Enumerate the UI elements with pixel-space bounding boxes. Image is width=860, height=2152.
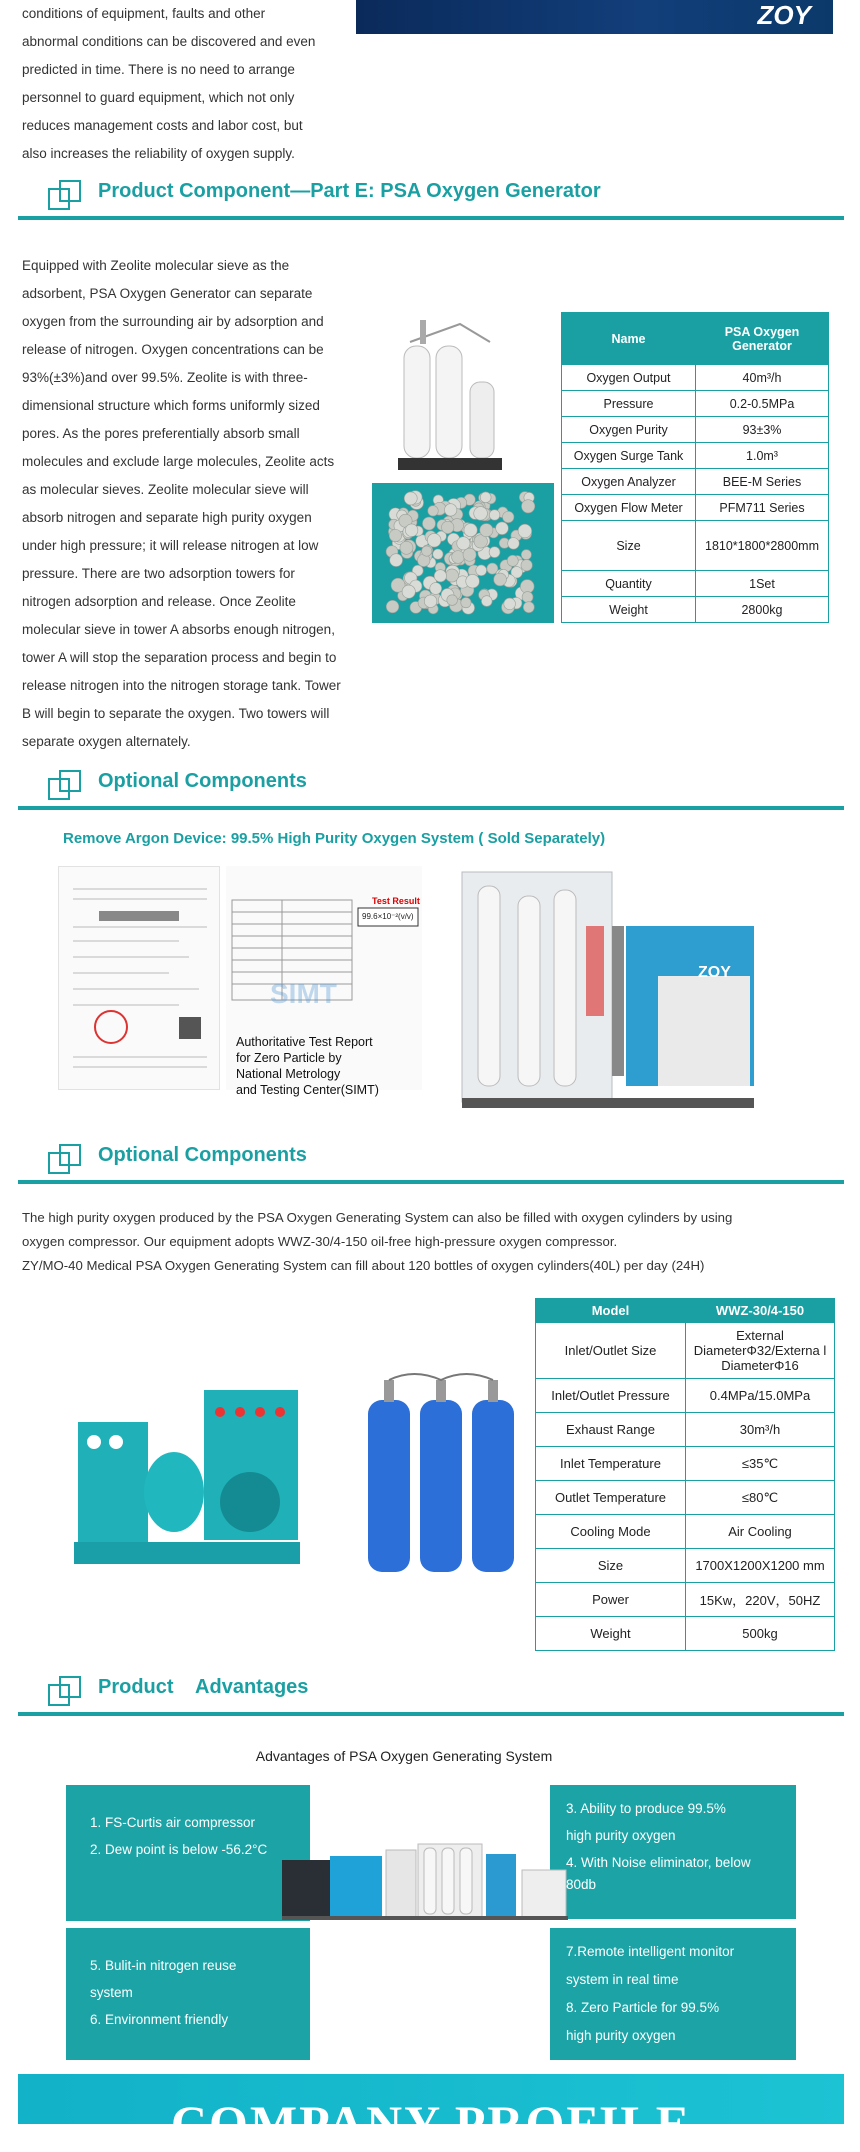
desc-line: ZY/MO-40 Medical PSA Oxygen Generating System can fill about 120 bottles of oxygen cylinders(40L) per day (24H) <box>22 1258 705 1273</box>
desc-line: B will begin to separate the oxygen. Two towers will <box>22 706 330 721</box>
table-row <box>536 1515 835 1549</box>
section-header-part-e <box>18 172 844 220</box>
desc-line: Equipped with Zeolite molecular sieve as the <box>22 258 290 273</box>
advantage-box-1 <box>66 1785 310 1921</box>
section-title: Product Component—Part E: PSA Oxygen Generator <box>98 180 601 202</box>
table-cell-label: Weight <box>536 1617 686 1651</box>
table-cell-label: Inlet Temperature <box>536 1447 686 1481</box>
table-cell-label: Inlet/Outlet Size <box>536 1323 686 1379</box>
advantage-item: 6. Environment friendly <box>90 2012 229 2027</box>
test-result-value: 99.6×10⁻²(v/v) <box>362 912 414 921</box>
table-row <box>536 1549 835 1583</box>
table-cell-label: Outlet Temperature <box>536 1481 686 1515</box>
desc-line: separate oxygen alternately. <box>22 734 191 749</box>
caption-line: Authoritative Test Report <box>236 1035 373 1049</box>
advantage-item: 8. Zero Particle for 99.5% <box>566 2000 720 2015</box>
zeolite-molecular-sieve-image <box>372 483 554 623</box>
desc-line: molecular sieve in tower A absorbs enough nitrogen, <box>22 622 335 637</box>
company-profile-title: COMPANY PROFILE <box>170 2095 692 2151</box>
advantage-item: 80db <box>566 1877 597 1892</box>
table-cell-value: 15Kw，220V，50HZ <box>686 1583 835 1617</box>
table-row <box>562 443 829 469</box>
table-cell-label: Oxygen Surge Tank <box>562 443 696 469</box>
advantages-subtitle: Advantages of PSA Oxygen Generating System <box>255 1748 553 1764</box>
table-row <box>562 571 829 597</box>
table-cell-label: Cooling Mode <box>536 1515 686 1549</box>
table-header-row <box>536 1299 835 1323</box>
table-cell-label: Quantity <box>562 571 696 597</box>
caption-line: National Metrology <box>236 1067 341 1081</box>
advantage-item: 5. Bulit-in nitrogen reuse <box>90 1958 237 1973</box>
desc-line: pressure. There are two adsorption towers for <box>22 566 295 581</box>
section-squares-icon <box>48 180 82 210</box>
table-row <box>562 597 829 623</box>
section-header-optional-2 <box>18 1136 844 1184</box>
oxygen-cylinders-image <box>362 1370 520 1578</box>
report-caption <box>236 1034 379 1098</box>
intro-line: personnel to guard equipment, which not only <box>22 90 295 105</box>
table-cell-label: Oxygen Analyzer <box>562 469 696 495</box>
advantage-item: high purity oxygen <box>566 2028 676 2043</box>
table-cell-value: PFM711 Series <box>696 495 829 521</box>
section-squares-icon <box>48 1144 82 1174</box>
table-row <box>562 521 829 571</box>
table-cell-label: Oxygen Purity <box>562 417 696 443</box>
table-cell-label: Pressure <box>562 391 696 417</box>
table-row <box>536 1481 835 1515</box>
table-cell-value: BEE-M Series <box>696 469 829 495</box>
advantage-box-3 <box>66 1928 310 2060</box>
intro-line: abnormal conditions can be discovered and even <box>22 34 316 49</box>
intro-banner-image <box>356 0 833 34</box>
table-header-cell: PSA Oxygen Generator <box>696 313 829 365</box>
table-cell-value: 1700X1200X1200 mm <box>686 1549 835 1583</box>
caption-line: and Testing Center(SIMT) <box>236 1083 379 1097</box>
desc-line: The high purity oxygen produced by the PSA Oxygen Generating System can also be filled with oxygen cylinders by using <box>22 1210 733 1225</box>
desc-line: tower A will stop the separation process and begin to <box>22 650 337 665</box>
table-cell-value: External DiameterΦ32/Externa l DiameterΦ16 <box>686 1323 835 1379</box>
section-squares-icon <box>48 1676 82 1706</box>
table-cell-value: 40m³/h <box>696 365 829 391</box>
advantage-item: system <box>90 1985 133 2000</box>
table-header-cell: WWZ-30/4-150 <box>686 1299 835 1323</box>
compressor-spec-table <box>535 1298 835 1651</box>
intro-line: predicted in time. There is no need to arrange <box>22 62 295 77</box>
oxygen-compressor-image <box>64 1382 310 1574</box>
table-row <box>536 1379 835 1413</box>
table-cell-value: 1.0m³ <box>696 443 829 469</box>
machine-logo: ZOY <box>698 964 731 981</box>
advantage-item: 1. FS-Curtis air compressor <box>90 1815 256 1830</box>
table-cell-value: 2800kg <box>696 597 829 623</box>
desc-line: absorb nitrogen and separate high purity oxygen <box>22 510 312 525</box>
table-cell-label: Oxygen Flow Meter <box>562 495 696 521</box>
advantage-item: high purity oxygen <box>566 1828 676 1843</box>
psa-system-overview-image <box>282 1840 568 1920</box>
table-cell-value: 0.4MPa/15.0MPa <box>686 1379 835 1413</box>
desc-line: dimensional structure which forms uniformly sized <box>22 398 320 413</box>
desc-line: under high pressure; it will release nitrogen at low <box>22 538 319 553</box>
banner-logo: ZOY <box>757 0 811 30</box>
table-cell-value: Air Cooling <box>686 1515 835 1549</box>
desc-line: pores. As the pores preferentially absorb small <box>22 426 300 441</box>
table-cell-label: Oxygen Output <box>562 365 696 391</box>
table-row <box>562 391 829 417</box>
table-cell-value: ≤35℃ <box>686 1447 835 1481</box>
intro-line: also increases the reliability of oxygen supply. <box>22 146 295 161</box>
high-purity-oxygen-system-image <box>458 866 758 1110</box>
psa-oxygen-generator-image <box>390 312 510 474</box>
test-result-image <box>226 866 422 1097</box>
table-row <box>562 417 829 443</box>
section-title: Optional Components <box>98 770 307 792</box>
psa-spec-table <box>561 312 829 623</box>
table-row <box>562 495 829 521</box>
table-cell-value: 30m³/h <box>686 1413 835 1447</box>
table-cell-label: Power <box>536 1583 686 1617</box>
compressor-description <box>22 1206 842 1278</box>
intro-text <box>22 0 352 168</box>
desc-line: as molecular sieves. Zeolite molecular sieve will <box>22 482 309 497</box>
test-report-image <box>58 866 220 1090</box>
desc-line: 93%(±3%)and over 99.5%. Zeolite is with three- <box>22 370 308 385</box>
section-header-advantages <box>18 1668 844 1716</box>
advantage-item: 2. Dew point is below -56.2°C <box>90 1842 268 1857</box>
table-cell-label: Size <box>562 521 696 571</box>
table-row <box>536 1413 835 1447</box>
table-header-row <box>562 313 829 365</box>
table-cell-value: 500kg <box>686 1617 835 1651</box>
desc-line: oxygen from the surrounding air by adsorption and <box>22 314 324 329</box>
table-cell-label: Weight <box>562 597 696 623</box>
advantage-item: 3. Ability to produce 99.5% <box>566 1801 726 1816</box>
test-result-label: Test Result <box>372 896 420 906</box>
intro-line: conditions of equipment, faults and other <box>22 6 266 21</box>
intro-line: reduces management costs and labor cost, but <box>22 118 303 133</box>
argon-subtitle: Remove Argon Device: 99.5% High Purity Oxygen System ( Sold Separately) <box>63 830 606 847</box>
table-row <box>536 1583 835 1617</box>
section-title: Product Advantages <box>98 1676 309 1698</box>
company-profile-banner <box>18 2074 844 2151</box>
table-row <box>536 1617 835 1651</box>
table-row <box>562 365 829 391</box>
caption-line: for Zero Particle by <box>236 1051 342 1065</box>
table-cell-value: 1810*1800*2800mm <box>696 521 829 571</box>
advantage-item: system in real time <box>566 1972 679 1987</box>
table-cell-label: Size <box>536 1549 686 1583</box>
advantage-item: 7.Remote intelligent monitor <box>566 1944 735 1959</box>
table-cell-value: 93±3% <box>696 417 829 443</box>
table-cell-value: 1Set <box>696 571 829 597</box>
table-header-cell: Name <box>562 313 696 365</box>
desc-line: release nitrogen into the nitrogen storage tank. Tower <box>22 678 341 693</box>
simt-watermark: SIMT <box>270 978 337 1009</box>
table-cell-label: Exhaust Range <box>536 1413 686 1447</box>
desc-line: oxygen compressor. Our equipment adopts WWZ-30/4-150 oil-free high-pressure oxygen compressor. <box>22 1234 618 1249</box>
desc-line: release of nitrogen. Oxygen concentrations can be <box>22 342 324 357</box>
table-row <box>536 1323 835 1379</box>
advantage-box-2 <box>550 1785 796 1919</box>
table-cell-label: Inlet/Outlet Pressure <box>536 1379 686 1413</box>
table-row <box>562 469 829 495</box>
desc-line: adsorbent, PSA Oxygen Generator can separate <box>22 286 313 301</box>
table-cell-value: 0.2-0.5MPa <box>696 391 829 417</box>
table-header-cell: Model <box>536 1299 686 1323</box>
advantage-item: 4. With Noise eliminator, below <box>566 1855 751 1870</box>
part-e-description <box>22 252 352 756</box>
table-row <box>536 1447 835 1481</box>
section-squares-icon <box>48 770 82 800</box>
advantage-box-4 <box>550 1928 796 2060</box>
table-cell-value: ≤80℃ <box>686 1481 835 1515</box>
desc-line: nitrogen adsorption and release. Once Zeolite <box>22 594 296 609</box>
section-title: Optional Components <box>98 1144 307 1166</box>
section-header-optional-1 <box>18 762 844 810</box>
desc-line: molecules and exclude large molecules, Zeolite acts <box>22 454 335 469</box>
